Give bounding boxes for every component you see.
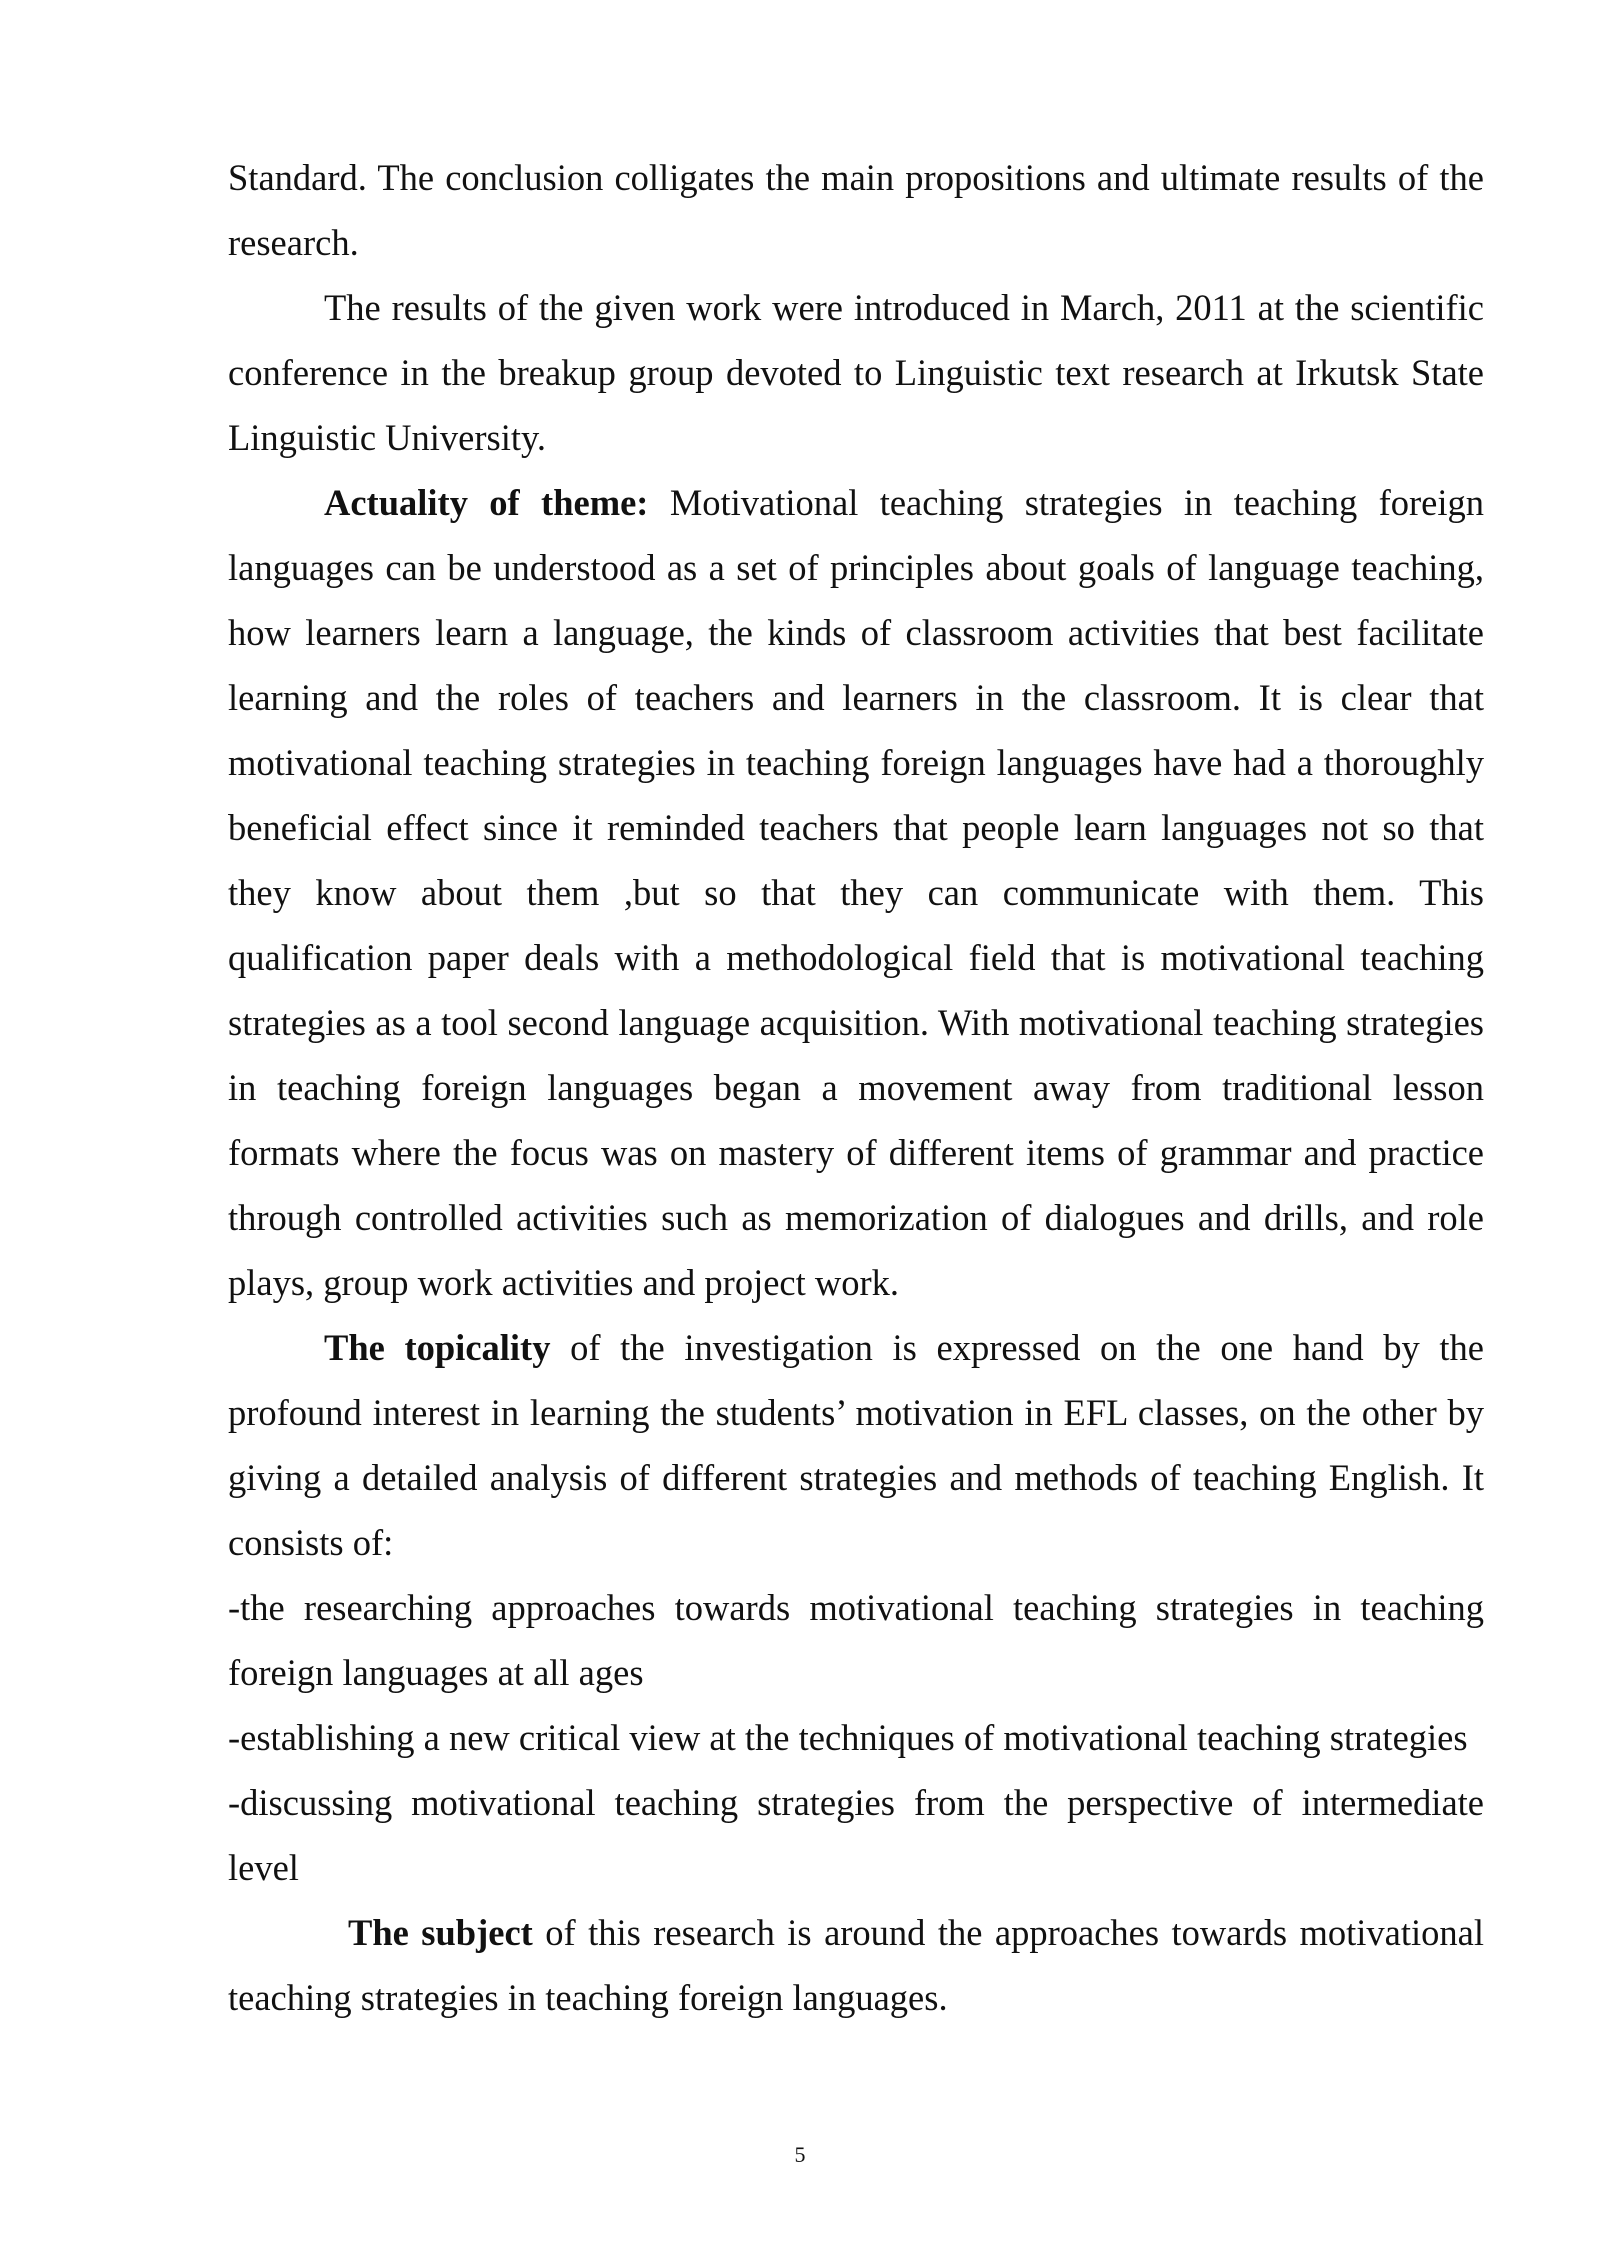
body-text [228,145,1484,2030]
paragraph-results: The results of the given work were introduced in March, 2011 at the scientific conference in the breakup group devoted to Linguistic text research at Irkutsk State Linguistic University. [228,287,1484,458]
list-item: -discussing motivational teaching strategies from the perspective of intermediate level [228,1782,1484,1888]
list-item: -the researching approaches towards motivational teaching strategies in teaching foreign languages at all ages [228,1587,1484,1693]
list-item: -establishing a new critical view at the techniques of motivational teaching strategies [228,1717,1468,1758]
actuality-text: Motivational teaching strategies in teaching foreign languages can be understood as a set of principles about goals of language teaching, how learners learn a language, the kinds of classroom activities that best facilitate learning and the roles of teachers and learners in the classroom. It is clear that motivational teaching strategies in teaching foreign languages have had a thoroughly beneficial effect since it reminded teachers that people learn languages not so that they know about them ,but so that they can communicate with them. This qualification paper deals with a methodological field that is motivational teaching strategies as a tool second language acquisition. With motivational teaching strategies in teaching foreign languages began a movement away from traditional lesson formats where the focus was on mastery of different items of grammar and practice through controlled activities such as memorization of dialogues and drills, and role plays, group work activities and project work. [228,482,1484,1303]
topicality-text: of the investigation is expressed on the one hand by the profound interest in learning the students’ motivation in EFL classes, on the other by giving a detailed analysis of different strategies and methods of teaching English. It consists of: [228,1327,1485,1563]
subject-heading: The subject [348,1912,533,1953]
subject-text: of this research is around the approaches towards motivational teaching strategies in teaching foreign languages. [228,1912,1485,2018]
page-number: 5 [794,2142,806,2167]
paragraph-conclusion: Standard. The conclusion colligates the main propositions and ultimate results of the research. [228,157,1484,263]
actuality-heading: Actuality of theme: [324,482,649,523]
paragraph-subject [228,1900,1484,2030]
paragraph-topicality [228,1315,1484,1575]
topicality-heading: The topicality [324,1327,551,1368]
paragraph-actuality [228,470,1484,1315]
